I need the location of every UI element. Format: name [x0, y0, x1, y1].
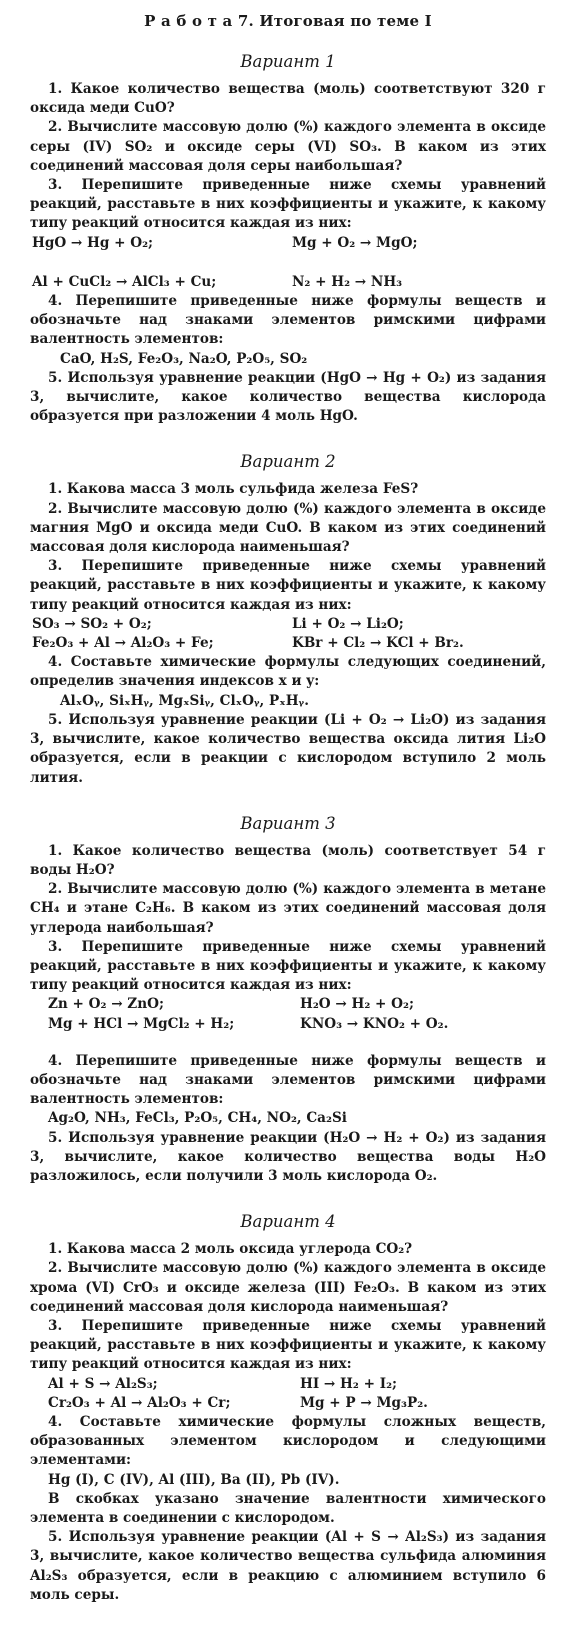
equation: KBr + Cl₂ → KCl + Br₂. — [292, 635, 464, 652]
equation: Fe₂O₃ + Al → Al₂O₃ + Fe; — [32, 635, 214, 652]
question-4: 4. Перепишите приведенные ниже формулы веществ и обозначьте над знаками элементов римскими цифрами валентность элементов: — [30, 293, 546, 348]
equation-list — [30, 234, 546, 292]
equation: Mg + O₂ → MgO; — [292, 234, 418, 251]
equation: Al + S → Al₂S₃; — [48, 1375, 158, 1392]
question-1: 1. Какова масса 2 моль оксида углерода CO₂? — [48, 1241, 413, 1258]
question-3: 3. Перепишите приведенные ниже схемы уравнений реакций, расставьте в них коэффициенты и укажите, к какому типу реакций относится каждая из них: — [30, 177, 546, 232]
question-4-note: В скобках указано значение валентности химического элемента в соединении с кислородом. — [30, 1490, 546, 1526]
variant-heading: Вариант 1 — [240, 52, 336, 71]
equation: HI → H₂ + I₂; — [300, 1375, 398, 1392]
variant-1 — [30, 52, 546, 426]
question-4: 4. Перепишите приведенные ниже формулы веществ и обозначьте над знаками элементов римскими цифрами валентность элементов: — [30, 1052, 546, 1108]
variant-3 — [30, 814, 546, 1186]
formula-list: CaO, H₂S, Fe₂O₃, Na₂O, P₂O₅, SO₂ — [60, 350, 308, 367]
equation: Mg + P → Mg₃P₂. — [300, 1394, 428, 1411]
equation: Li + O₂ → Li₂O; — [292, 615, 404, 632]
equation-list — [30, 615, 546, 653]
formula-list: Hg (I), C (IV), Al (III), Ba (II), Pb (IV). — [48, 1471, 340, 1488]
question-2: 2. Вычислите массовую долю (%) каждого элемента в оксиде хрома (VI) CrO₃ и оксиде железа (III) Fe₂O₃. В каком из этих соединений массовая доля кислорода наименьшая? — [30, 1260, 546, 1315]
equation: N₂ + H₂ → NH₃ — [292, 273, 403, 290]
variant-2 — [30, 452, 546, 787]
equation: KNO₃ → KNO₂ + O₂. — [300, 1015, 449, 1032]
question-1: 1. Какое количество вещества (моль) соответствуют 320 г оксида меди CuO? — [30, 81, 546, 117]
equation: H₂O → H₂ + O₂; — [300, 996, 414, 1013]
equation: Zn + O₂ → ZnO; — [48, 996, 164, 1013]
question-5: 5. Используя уравнение реакции (H₂O → H₂ + O₂) из задания 3, вычислите, какое количество вещества воды H₂O разложилось, если получили 3 моль кислорода O₂. — [30, 1129, 546, 1184]
variant-4 — [30, 1212, 546, 1605]
question-3: 3. Перепишите приведенные ниже схемы уравнений реакций, расставьте в них коэффициенты и укажите, к какому типу реакций относится каждая из них: — [30, 1317, 546, 1373]
question-1: 1. Какова масса 3 моль сульфида железа FeS? — [48, 481, 419, 498]
variant-heading: Вариант 4 — [240, 1212, 336, 1232]
equation: HgO → Hg + O₂; — [32, 234, 154, 251]
equation: Al + CuCl₂ → AlCl₃ + Cu; — [32, 273, 217, 290]
equation: SO₃ → SO₂ + O₂; — [32, 615, 152, 632]
question-3: 3. Перепишите приведенные ниже схемы уравнений реакций, расставьте в них коэффициенты и укажите, к какому типу реакций относится каждая из них: — [30, 938, 546, 994]
formula-list: Ag₂O, NH₃, FeCl₃, P₂O₅, CH₄, NO₂, Ca₂Si — [48, 1110, 347, 1127]
question-5: 5. Используя уравнение реакции (Al + S → Al₂S₃) из задания 3, вычислите, какое количество вещества сульфида алюминия Al₂S₃ образуется, если в реакцию с алюминием вступило 6 моль серы. — [30, 1529, 546, 1603]
equation: Mg + HCl → MgCl₂ + H₂; — [48, 1015, 235, 1032]
equation-list — [30, 995, 546, 1033]
equation-list — [30, 1375, 546, 1413]
variant-heading: Вариант 2 — [240, 452, 336, 472]
question-2: 2. Вычислите массовую долю (%) каждого элемента в оксиде магния MgO и оксида меди CuO. В каком из этих соединений массовая доля кислорода наименьшая? — [30, 500, 546, 556]
spacer — [30, 1034, 546, 1052]
question-4: 4. Составьте химические формулы сложных веществ, образованных элементом кислородом и следующими элементами: — [30, 1413, 546, 1469]
question-1: 1. Какое количество вещества (моль) соответствует 54 г воды H₂O? — [30, 842, 546, 878]
formula-list: AlₓOᵧ, SiₓHᵧ, MgₓSiᵧ, ClₓOᵧ, PₓHᵧ. — [60, 692, 309, 709]
question-3: 3. Перепишите приведенные ниже схемы уравнений реакций, расставьте в них коэффициенты и укажите, к какому типу реакций относится каждая из них: — [30, 558, 546, 613]
question-4: 4. Составьте химические формулы следующих соединений, определив значения индексов x и y: — [30, 654, 546, 690]
variant-heading: Вариант 3 — [240, 813, 336, 833]
question-5: 5. Используя уравнение реакции (Li + O₂ → Li₂O) из задания 3, вычислите, какое количество вещества оксида лития Li₂O образуется, если в реакции с кислородом вступило 2 моль лития. — [30, 711, 546, 786]
question-2: 2. Вычислите массовую долю (%) каждого элемента в метане CH₄ и этане C₂H₆. В каком из этих соединений массовая доля углерода наибольшая? — [30, 881, 546, 936]
question-2: 2. Вычислите массовую долю (%) каждого элемента в оксиде серы (IV) SO₂ и оксиде серы (VI) SO₃. В каком из этих соединений массовая доля серы наибольшая? — [30, 119, 546, 174]
question-5: 5. Используя уравнение реакции (HgO → Hg + O₂) из задания 3, вычислите, какое количество вещества кислорода образуется при разложении 4 моль HgO. — [30, 369, 546, 425]
equation: Cr₂O₃ + Al → Al₂O₃ + Cr; — [48, 1394, 231, 1411]
page-title: Р а б о т а 7. Итоговая по теме I — [144, 12, 432, 30]
